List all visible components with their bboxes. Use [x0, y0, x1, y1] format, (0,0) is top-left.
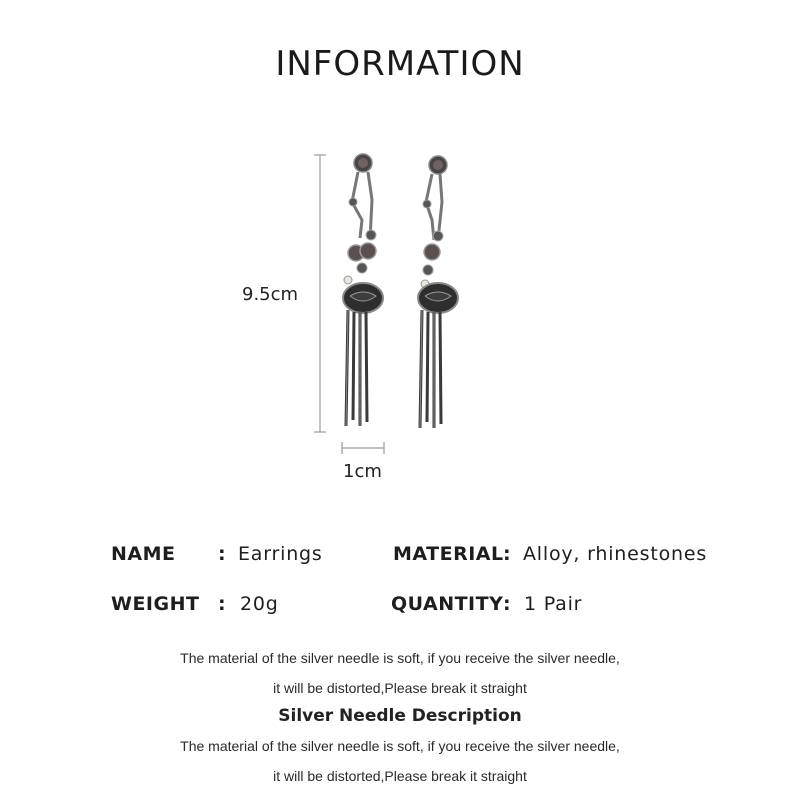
page-title: INFORMATION	[275, 44, 525, 84]
width-dimension-label: 1cm	[343, 461, 382, 482]
width-dimension-line	[342, 442, 384, 454]
spec-weight-colon	[218, 593, 226, 615]
note-line-3: The material of the silver needle is soft, if you receive the silver needle,	[180, 738, 620, 754]
spec-weight-key	[111, 593, 199, 615]
spec-label: QUANTITY	[391, 593, 504, 615]
spec-name-key	[111, 543, 176, 565]
separator: :	[503, 543, 511, 565]
height-dimension-label: 9.5cm	[242, 284, 299, 305]
spec-label: WEIGHT	[111, 593, 200, 615]
note-line-2: it will be distorted,Please break it straight	[273, 680, 527, 696]
spec-material-colon	[503, 543, 511, 565]
note-heading: Silver Needle Description	[278, 706, 522, 726]
separator: :	[218, 593, 226, 615]
spec-value: Earrings	[238, 543, 323, 565]
separator: :	[218, 543, 226, 565]
spec-label: NAME	[111, 543, 176, 565]
note-line-1: The material of the silver needle is soft, if you receive the silver needle,	[180, 650, 620, 666]
spec-quantity-key	[391, 593, 503, 615]
spec-value: Alloy, rhinestones	[523, 543, 708, 565]
spec-weight-value	[240, 593, 279, 615]
spec-quantity-colon	[503, 593, 511, 615]
spec-material-key	[393, 543, 504, 565]
separator: :	[503, 593, 511, 615]
note-line-4: it will be distorted,Please break it straight	[273, 768, 527, 784]
earrings-illustration	[300, 140, 480, 500]
left-earring	[343, 154, 383, 426]
spec-quantity-value	[524, 593, 582, 615]
product-image	[300, 140, 480, 500]
spec-label: MATERIAL	[393, 543, 504, 565]
spec-value: 20g	[240, 593, 279, 615]
height-dimension-line	[314, 155, 326, 432]
spec-material-value	[523, 543, 707, 565]
spec-name-value	[238, 543, 323, 565]
spec-name-colon	[218, 543, 226, 565]
spec-value: 1 Pair	[524, 593, 583, 615]
right-earring	[418, 156, 458, 428]
